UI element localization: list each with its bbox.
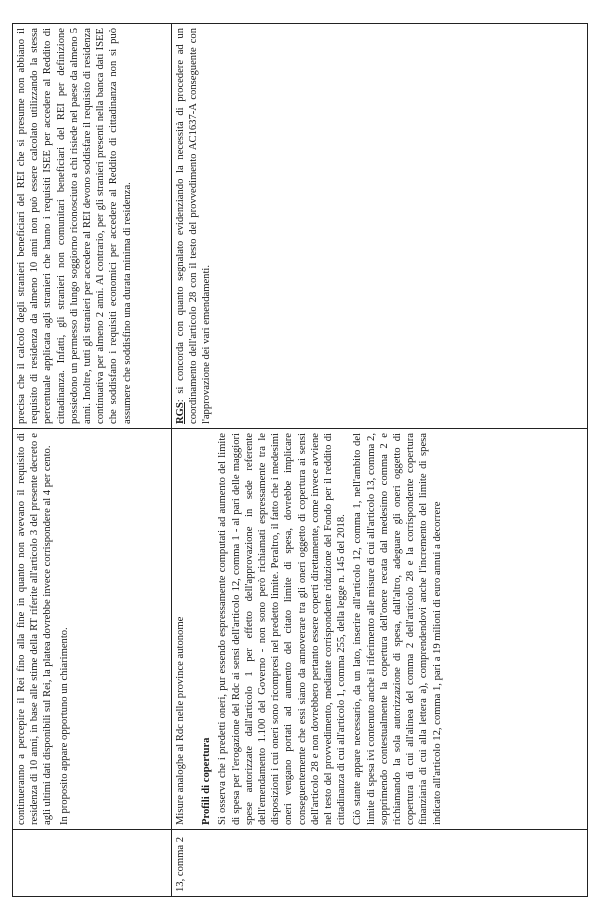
article-cell: 13, comma 2	[172, 830, 588, 897]
table-row	[13, 24, 172, 897]
observations-cell	[172, 429, 588, 830]
observation-paragraph: In proposito appare opportuno un chiarimento.	[58, 627, 70, 825]
response-paragraph	[174, 28, 214, 424]
response-paragraph: precisa che il calcolo degli stranieri beneficiari del REI che si presume non abbiano il requisito di residenza da almeno 10 anni non può essere calcolato utilizzando la stessa percentuale applicata agli stranieri che hanno i requisiti ISEE per accedere al Reddito di cittadinanza. Infatti, gli stranieri non comunitari beneficiari del REI per definizione possiedono un permesso di lungo soggiorno riconosciuto a chi risiede nel paese da almeno 5 anni. Inoltre, tutti gli stranieri per accedere al REI devono soddisfare il requisito di residenza continuativa per almeno 2 anni. Al contrario, per gli stranieri presenti nella banca dati ISEE che soddisfano i requisiti economici per accedere al Reddito di cittadinanza non si può assumere che soddisfino una durata minima di residenza.	[16, 28, 133, 424]
article-cell	[13, 830, 172, 897]
government-response-cell	[172, 24, 588, 429]
observation-paragraph: continueranno a percepire il Rei fino alla fine in quanto non avevano il requisito di residenza di 10 anni, in base alle stime della RT riferite all'articolo 3 del presente decreto e agli ultimi dati disponibili sul Rei, la platea dovrebbe invece corrispondere al 4 per cento.	[16, 433, 54, 825]
observation-paragraph: Ciò stante appare necessario, da un lato, inserire all'articolo 12, comma 1, nell'ambito del limite di spesa ivi contenuto anche il riferimento alle misure di cui all'articolo 13, comma 2, sopprimendo contestualmente la copertura dell'onere recata dal medesimo comma 2 e richiamando la sola autorizzazione di spesa, dall'altro, adeguare gli oneri oggetto di copertura di cui all'alinea del comma 2 dell'articolo 28 e la corrispondente copertura finanziaria di cui alla lettera a), comprendendovi anche l'incremento del limite di spesa indicato all'articolo 12, comma 1, pari a 19 milioni di euro annui a decorrere	[352, 433, 443, 825]
government-response-cell	[13, 24, 172, 429]
measure-title: Misure analoghe al Rdc nelle province autonome	[175, 616, 186, 825]
observation-paragraph: Si osserva che i predetti oneri, pur essendo espressamente computati ad aumento del limite di spesa per l'erogazione del Rdc ai sensi dell'articolo 12, comma 1 - al pari delle maggiori spese autorizzate dall'articolo 1 per effetto dell'approvazione in sede referente dell'emendamento 1.100 del Governo - non sono però richiamati espressamente tra le disposizioni i cui oneri sono ricompresi nel predetto limite. Peraltro, il fatto che i medesimi oneri vengano portati ad aumento del citato limite di spesa, dovrebbe implicare conseguentemente che essi siano da annoverare tra gli oneri oggetto di copertura ai sensi dell'articolo 28 e non dovrebbero pertanto essere coperti direttamente, come invece avviene nel testo del provvedimento, mediante corrispondente riduzione del Fondo per il reddito di cittadinanza di cui all'articolo 1, comma 255, della legge n. 145 del 2018.	[217, 433, 348, 825]
response-text: : si concorda con quanto segnalato evidenziando la necessità di procedere ad un coordinamento dell'articolo 28 con il testo del provvedimento AC1637-A conseguente con l'approvazione dei vari emendamenti.	[175, 28, 213, 424]
table-row	[172, 24, 588, 897]
section-heading: Profili di copertura	[201, 737, 213, 825]
observations-table	[12, 23, 588, 897]
observations-cell	[13, 429, 172, 830]
response-label: RGS	[175, 402, 186, 424]
